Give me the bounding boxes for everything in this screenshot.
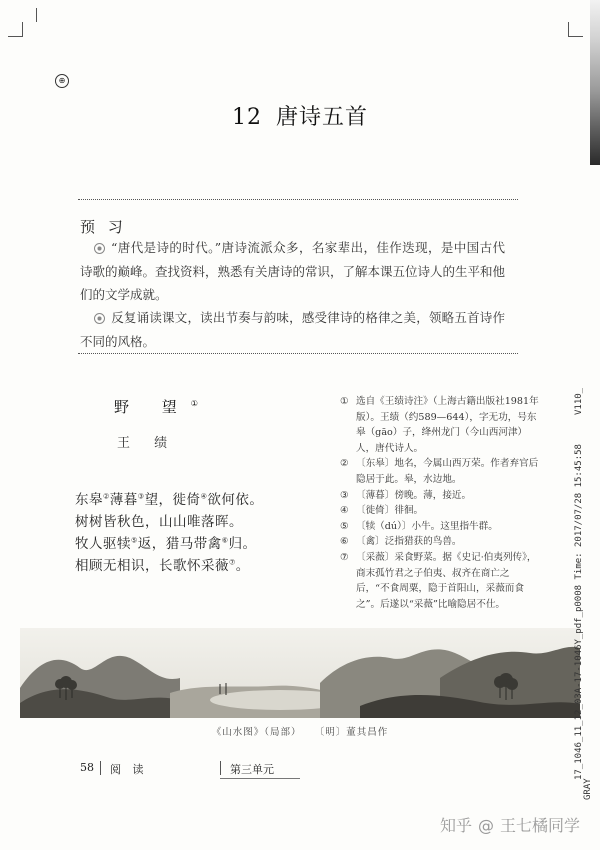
preview-top-divider: [78, 199, 518, 200]
poem-text: 望，徙倚: [144, 492, 201, 508]
watermark-user: 王七橘同学: [500, 816, 581, 835]
preview-paragraph-2: [80, 306, 505, 353]
footnote-ref: ⑦: [229, 558, 236, 567]
preview-heading: 预 习: [80, 218, 127, 236]
footnote: [340, 394, 540, 456]
footnote-ref: ③: [137, 492, 145, 501]
footnote: [340, 488, 540, 504]
watermark-site: 知乎: [440, 816, 473, 835]
poem-author: 王 绩: [117, 436, 178, 451]
footnote: [340, 550, 540, 612]
footnote-mark: ④: [340, 505, 349, 517]
footnote-mark: ②: [340, 458, 349, 470]
footnote-text: 〔采薇〕采食野菜。据《史记·伯夷列传》，商末孤竹君之子伯夷、叔齐在商亡之后，“不食周粟，隐于首阳山，采薇而食之”。后遂以“采薇”比喻隐居不仕。: [356, 551, 537, 610]
footnotes: [340, 394, 540, 612]
watermark-at: @: [478, 816, 495, 835]
crop-mark-top-left-inner: [22, 8, 37, 22]
poem-text: 。: [235, 558, 250, 574]
footnote-ref: ④: [200, 492, 208, 501]
side-code: V110_: [574, 387, 584, 415]
footnote-mark: ③: [340, 489, 349, 501]
caption-title: 《山水图》（局部）: [211, 727, 302, 738]
footer-section: 阅 读: [110, 763, 148, 776]
preview-paragraph-1: [80, 236, 505, 307]
poem-line-3: [75, 532, 257, 552]
page-number: 58: [80, 761, 94, 774]
footnote-text: 〔犊（dú）〕小牛。这里指牛群。: [356, 520, 498, 532]
footnote-mark: ⑤: [340, 520, 349, 532]
painting-caption: [0, 724, 600, 738]
poem-text: 树树皆秋色，山山唯落晖。: [75, 514, 243, 530]
poem-text: 归。: [228, 536, 257, 552]
poem-line-2: [75, 510, 243, 530]
crop-mark-top-left: [8, 22, 23, 37]
lesson-number: 12: [231, 105, 262, 130]
footer-unit: 第三单元: [230, 763, 274, 776]
poem-text: 欲何依。: [207, 492, 264, 508]
bullet-icon: [94, 313, 105, 324]
grayscale-calibration-strip: [590, 0, 600, 165]
footer-separator: [100, 761, 101, 775]
preview-paragraph-2-text: 反复诵读课文，读出节奏与韵味，感受律诗的格律之美，领略五首诗作不同的风格。: [80, 310, 505, 349]
footnote-mark: ⑥: [340, 536, 349, 548]
footnote-mark: ①: [340, 396, 349, 407]
landscape-painting: [20, 628, 580, 718]
footnote: [340, 503, 540, 519]
bullet-icon: [94, 243, 105, 254]
footnote: [340, 456, 540, 487]
poem-line-4: [75, 554, 250, 574]
preview-bottom-divider: [78, 353, 518, 354]
footnote-text: 〔禽〕泛指猎获的鸟兽。: [356, 536, 462, 548]
footnote: [340, 534, 540, 550]
poem-text: 东皋: [75, 492, 103, 508]
footnote-ref: ⑤: [131, 536, 138, 545]
lesson-title-text: 唐诗五首: [275, 105, 368, 130]
footer-separator: [220, 761, 221, 775]
poem-title: [114, 396, 198, 417]
poem-text: 相顾无相识，长歌怀采薇: [75, 558, 229, 574]
lesson-title: [0, 100, 600, 131]
poem-text: 薄暮: [109, 492, 138, 508]
footnote-ref: ⑥: [221, 536, 229, 545]
footnote-text: 〔徙倚〕徘徊。: [356, 505, 424, 517]
poem-title-text: 野 望: [114, 398, 191, 416]
preview-paragraph-1-text: “唐代是诗的时代。”唐诗流派众多，名家辈出，佳作迭现，是中国古代诗歌的巅峰。查找资料，熟悉有关唐诗的常识，了解本课五位诗人的生平和他们的文学成就。: [80, 240, 506, 302]
footnote-text: 〔东皋〕地名，今属山西万荣。作者弃官后隐居于此。皋，水边地。: [356, 458, 539, 485]
poem-line-1: [75, 488, 263, 508]
watermark: [440, 813, 580, 836]
footnote: [340, 519, 540, 535]
footnote-text: 选自《王绩诗注》（上海古籍出版社1981年版）。王绩（约589—644），字无功，号东皋（gāo）子，绛州龙门（今山西河津）人，唐代诗人。: [356, 396, 539, 454]
crop-mark-top-right: [568, 22, 583, 37]
poem-title-footnote: ①: [190, 399, 198, 408]
poem-text: 返，猎马带禽: [137, 536, 222, 552]
caption-author: 〔明〕董其昌作: [319, 727, 389, 738]
landscape-painting-image: [20, 628, 580, 718]
side-color-tag: GRAY: [583, 778, 593, 800]
side-file-info: 17_1046_11_12_03A-17-1046Y_pdf_p0008 Time: 2017/07/28 15:45:58: [574, 444, 584, 780]
footnote-ref: ②: [103, 492, 110, 501]
registration-mark-icon: ⊕: [55, 74, 69, 88]
footnote-text: 〔薄暮〕傍晚。薄，接近。: [356, 489, 472, 501]
footer-rule: [220, 778, 300, 779]
footnote-mark: ⑦: [340, 551, 349, 563]
poem-text: 牧人驱犊: [75, 536, 131, 552]
